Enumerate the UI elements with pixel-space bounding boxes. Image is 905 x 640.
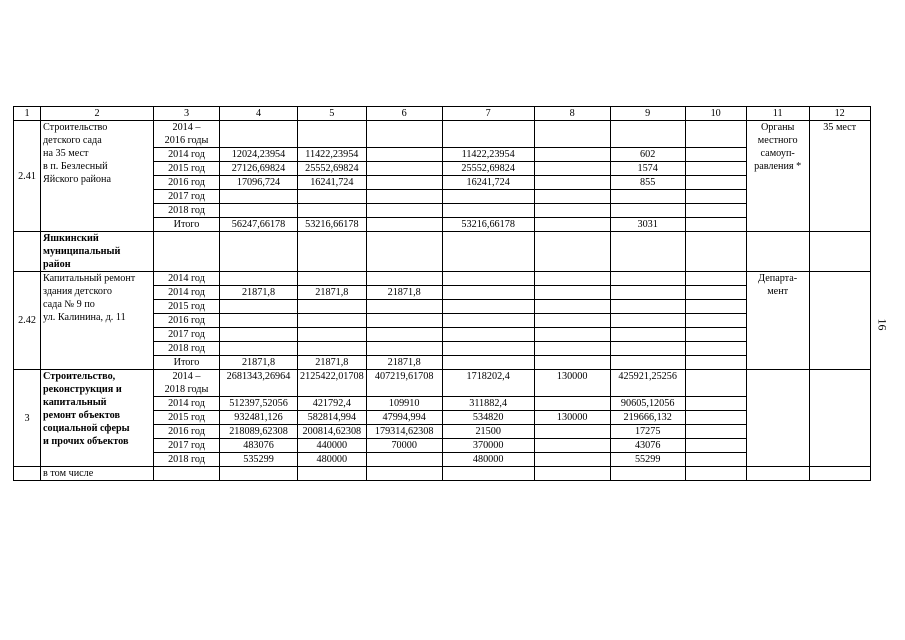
empty-cell bbox=[220, 467, 298, 481]
table-row bbox=[14, 467, 871, 481]
value-cell bbox=[366, 121, 442, 148]
value-cell bbox=[534, 328, 610, 342]
value-cell bbox=[534, 314, 610, 328]
value-cell: 21500 bbox=[442, 425, 534, 439]
column-number-header: 8 bbox=[534, 107, 610, 121]
value-cell bbox=[610, 204, 685, 218]
value-cell bbox=[534, 121, 610, 148]
empty-cell bbox=[685, 286, 746, 300]
value-cell bbox=[534, 204, 610, 218]
value-cell bbox=[366, 190, 442, 204]
table-row bbox=[14, 121, 871, 148]
value-cell bbox=[366, 453, 442, 467]
value-cell: 512397,52056 bbox=[220, 397, 298, 411]
including-label: в том числе bbox=[41, 467, 154, 481]
value-cell bbox=[298, 272, 367, 286]
empty-cell bbox=[685, 272, 746, 286]
empty-cell bbox=[685, 342, 746, 356]
empty-cell bbox=[220, 232, 298, 272]
value-cell bbox=[534, 286, 610, 300]
value-cell: 130000 bbox=[534, 370, 610, 397]
value-cell bbox=[220, 342, 298, 356]
value-cell bbox=[534, 272, 610, 286]
period-cell: 2014 год bbox=[154, 397, 220, 411]
value-cell bbox=[366, 218, 442, 232]
column-number-header: 7 bbox=[442, 107, 534, 121]
value-cell bbox=[534, 397, 610, 411]
value-cell: 21871,8 bbox=[298, 356, 367, 370]
value-cell: 70000 bbox=[366, 439, 442, 453]
value-cell bbox=[610, 328, 685, 342]
item-number: 2.41 bbox=[14, 121, 41, 232]
value-cell: 21871,8 bbox=[220, 356, 298, 370]
period-cell: 2016 год bbox=[154, 314, 220, 328]
value-cell: 47994,994 bbox=[366, 411, 442, 425]
period-cell: Итого bbox=[154, 218, 220, 232]
value-cell bbox=[610, 121, 685, 148]
value-cell bbox=[534, 162, 610, 176]
empty-cell bbox=[685, 148, 746, 162]
period-cell: 2016 год bbox=[154, 176, 220, 190]
value-cell bbox=[534, 453, 610, 467]
value-cell: 17275 bbox=[610, 425, 685, 439]
value-cell: 1574 bbox=[610, 162, 685, 176]
value-cell: 11422,23954 bbox=[442, 148, 534, 162]
value-cell bbox=[534, 176, 610, 190]
empty-cell bbox=[746, 232, 809, 272]
period-cell: 2014 – 2018 годы bbox=[154, 370, 220, 397]
value-cell bbox=[220, 204, 298, 218]
empty-cell bbox=[685, 176, 746, 190]
empty-cell bbox=[610, 232, 685, 272]
empty-cell bbox=[685, 314, 746, 328]
value-cell bbox=[442, 190, 534, 204]
value-cell: 2125422,01708 bbox=[298, 370, 367, 397]
empty-cell bbox=[154, 232, 220, 272]
empty-cell bbox=[809, 232, 870, 272]
value-cell bbox=[298, 300, 367, 314]
value-cell bbox=[366, 314, 442, 328]
value-cell: 21871,8 bbox=[298, 286, 367, 300]
column-number-header: 3 bbox=[154, 107, 220, 121]
empty-cell bbox=[154, 467, 220, 481]
value-cell bbox=[534, 148, 610, 162]
executor-cell: Департа- мент bbox=[746, 272, 809, 370]
empty-cell bbox=[442, 467, 534, 481]
value-cell bbox=[442, 121, 534, 148]
value-cell: 535299 bbox=[220, 453, 298, 467]
period-cell: 2015 год bbox=[154, 411, 220, 425]
column-number-header: 6 bbox=[366, 107, 442, 121]
empty-cell bbox=[298, 232, 367, 272]
empty-cell bbox=[685, 439, 746, 453]
value-cell bbox=[534, 356, 610, 370]
period-cell: 2017 год bbox=[154, 439, 220, 453]
empty-cell bbox=[14, 232, 41, 272]
period-cell: Итого bbox=[154, 356, 220, 370]
column-number-header: 12 bbox=[809, 107, 870, 121]
empty-cell bbox=[685, 218, 746, 232]
value-cell bbox=[366, 300, 442, 314]
value-cell bbox=[366, 162, 442, 176]
value-cell bbox=[610, 272, 685, 286]
item-number: 3 bbox=[14, 370, 41, 467]
value-cell: 21871,8 bbox=[220, 286, 298, 300]
empty-cell bbox=[685, 121, 746, 148]
value-cell bbox=[366, 272, 442, 286]
value-cell bbox=[442, 342, 534, 356]
value-cell: 12024,23954 bbox=[220, 148, 298, 162]
value-cell bbox=[442, 286, 534, 300]
value-cell bbox=[534, 425, 610, 439]
column-number-header: 4 bbox=[220, 107, 298, 121]
empty-cell bbox=[534, 467, 610, 481]
executor-cell bbox=[746, 370, 809, 467]
value-cell bbox=[298, 121, 367, 148]
value-cell: 27126,69824 bbox=[220, 162, 298, 176]
empty-cell bbox=[298, 467, 367, 481]
column-number-header: 5 bbox=[298, 107, 367, 121]
column-number-header: 1 bbox=[14, 107, 41, 121]
value-cell bbox=[298, 342, 367, 356]
result-cell bbox=[809, 370, 870, 467]
value-cell: 483076 bbox=[220, 439, 298, 453]
value-cell: 53216,66178 bbox=[298, 218, 367, 232]
value-cell: 534820 bbox=[442, 411, 534, 425]
period-cell: 2014 год bbox=[154, 148, 220, 162]
empty-cell bbox=[685, 328, 746, 342]
column-number-header: 2 bbox=[41, 107, 154, 121]
value-cell bbox=[610, 356, 685, 370]
value-cell bbox=[534, 342, 610, 356]
value-cell: 130000 bbox=[534, 411, 610, 425]
empty-cell bbox=[685, 397, 746, 411]
value-cell bbox=[442, 328, 534, 342]
item-name: Капитальный ремонт здания детского сада № 9 по ул. Калинина, д. 11 bbox=[41, 272, 154, 370]
value-cell bbox=[298, 328, 367, 342]
column-number-header: 10 bbox=[685, 107, 746, 121]
value-cell: 17096,724 bbox=[220, 176, 298, 190]
empty-cell bbox=[685, 425, 746, 439]
table-row bbox=[14, 272, 871, 286]
value-cell: 407219,61708 bbox=[366, 370, 442, 397]
empty-cell bbox=[685, 411, 746, 425]
value-cell bbox=[220, 272, 298, 286]
value-cell bbox=[366, 148, 442, 162]
empty-cell bbox=[685, 453, 746, 467]
empty-cell bbox=[366, 467, 442, 481]
value-cell bbox=[610, 190, 685, 204]
value-cell: 11422,23954 bbox=[298, 148, 367, 162]
item-name: Строительство детского сада на 35 мест в п. Безлесный Яйского района bbox=[41, 121, 154, 232]
value-cell: 480000 bbox=[298, 453, 367, 467]
empty-cell bbox=[685, 204, 746, 218]
value-cell bbox=[220, 300, 298, 314]
period-cell: 2018 год bbox=[154, 453, 220, 467]
value-cell: 179314,62308 bbox=[366, 425, 442, 439]
value-cell bbox=[610, 300, 685, 314]
period-cell: 2017 год bbox=[154, 190, 220, 204]
value-cell bbox=[366, 176, 442, 190]
value-cell: 440000 bbox=[298, 439, 367, 453]
value-cell bbox=[534, 218, 610, 232]
executor-cell: Органы местного самоуп- равления * bbox=[746, 121, 809, 232]
value-cell: 25552,69824 bbox=[298, 162, 367, 176]
empty-cell bbox=[685, 467, 746, 481]
value-cell: 21871,8 bbox=[366, 356, 442, 370]
empty-cell bbox=[685, 190, 746, 204]
value-cell bbox=[220, 121, 298, 148]
empty-cell bbox=[366, 232, 442, 272]
value-cell: 1718202,4 bbox=[442, 370, 534, 397]
empty-cell bbox=[685, 232, 746, 272]
value-cell: 90605,12056 bbox=[610, 397, 685, 411]
value-cell: 855 bbox=[610, 176, 685, 190]
table-row bbox=[14, 107, 871, 121]
value-cell: 53216,66178 bbox=[442, 218, 534, 232]
empty-cell bbox=[685, 300, 746, 314]
value-cell: 56247,66178 bbox=[220, 218, 298, 232]
value-cell: 21871,8 bbox=[366, 286, 442, 300]
page-number: 16 bbox=[875, 318, 890, 331]
period-cell: 2014 год bbox=[154, 286, 220, 300]
period-cell: 2014 – 2016 годы bbox=[154, 121, 220, 148]
value-cell: 480000 bbox=[442, 453, 534, 467]
value-cell: 219666,132 bbox=[610, 411, 685, 425]
value-cell bbox=[442, 300, 534, 314]
period-cell: 2016 год bbox=[154, 425, 220, 439]
value-cell: 582814,994 bbox=[298, 411, 367, 425]
value-cell bbox=[610, 286, 685, 300]
value-cell: 3031 bbox=[610, 218, 685, 232]
item-number: 2.42 bbox=[14, 272, 41, 370]
value-cell bbox=[534, 439, 610, 453]
value-cell bbox=[220, 190, 298, 204]
empty-cell bbox=[685, 370, 746, 397]
budget-table bbox=[13, 106, 871, 481]
value-cell bbox=[298, 314, 367, 328]
value-cell bbox=[442, 314, 534, 328]
table-row bbox=[14, 370, 871, 397]
value-cell: 109910 bbox=[366, 397, 442, 411]
district-name: Яшкинский муниципальный район bbox=[41, 232, 154, 272]
value-cell bbox=[442, 356, 534, 370]
column-number-header: 9 bbox=[610, 107, 685, 121]
value-cell: 16241,724 bbox=[298, 176, 367, 190]
value-cell: 25552,69824 bbox=[442, 162, 534, 176]
result-cell bbox=[809, 272, 870, 370]
value-cell bbox=[442, 272, 534, 286]
value-cell: 421792,4 bbox=[298, 397, 367, 411]
period-cell: 2018 год bbox=[154, 342, 220, 356]
empty-cell bbox=[809, 467, 870, 481]
value-cell: 43076 bbox=[610, 439, 685, 453]
value-cell bbox=[220, 328, 298, 342]
period-cell: 2014 год bbox=[154, 272, 220, 286]
empty-cell bbox=[14, 467, 41, 481]
period-cell: 2015 год bbox=[154, 300, 220, 314]
value-cell: 425921,25256 bbox=[610, 370, 685, 397]
empty-cell bbox=[746, 467, 809, 481]
value-cell: 218089,62308 bbox=[220, 425, 298, 439]
table-row bbox=[14, 232, 871, 272]
value-cell: 311882,4 bbox=[442, 397, 534, 411]
value-cell: 16241,724 bbox=[442, 176, 534, 190]
value-cell bbox=[298, 204, 367, 218]
period-cell: 2018 год bbox=[154, 204, 220, 218]
empty-cell bbox=[442, 232, 534, 272]
value-cell bbox=[610, 342, 685, 356]
value-cell bbox=[366, 204, 442, 218]
value-cell: 200814,62308 bbox=[298, 425, 367, 439]
value-cell bbox=[220, 314, 298, 328]
item-name: Строительство, реконструкция и капитальный ремонт объектов социальной сферы и прочих объектов bbox=[41, 370, 154, 467]
period-cell: 2015 год bbox=[154, 162, 220, 176]
value-cell: 2681343,26964 bbox=[220, 370, 298, 397]
value-cell bbox=[610, 314, 685, 328]
value-cell bbox=[442, 204, 534, 218]
period-cell: 2017 год bbox=[154, 328, 220, 342]
value-cell bbox=[534, 190, 610, 204]
value-cell bbox=[366, 342, 442, 356]
column-number-header: 11 bbox=[746, 107, 809, 121]
empty-cell bbox=[685, 162, 746, 176]
value-cell: 932481,126 bbox=[220, 411, 298, 425]
empty-cell bbox=[534, 232, 610, 272]
empty-cell bbox=[685, 356, 746, 370]
value-cell: 55299 bbox=[610, 453, 685, 467]
value-cell bbox=[298, 190, 367, 204]
value-cell bbox=[366, 328, 442, 342]
result-cell: 35 мест bbox=[809, 121, 870, 232]
value-cell: 370000 bbox=[442, 439, 534, 453]
value-cell bbox=[534, 300, 610, 314]
value-cell: 602 bbox=[610, 148, 685, 162]
empty-cell bbox=[610, 467, 685, 481]
